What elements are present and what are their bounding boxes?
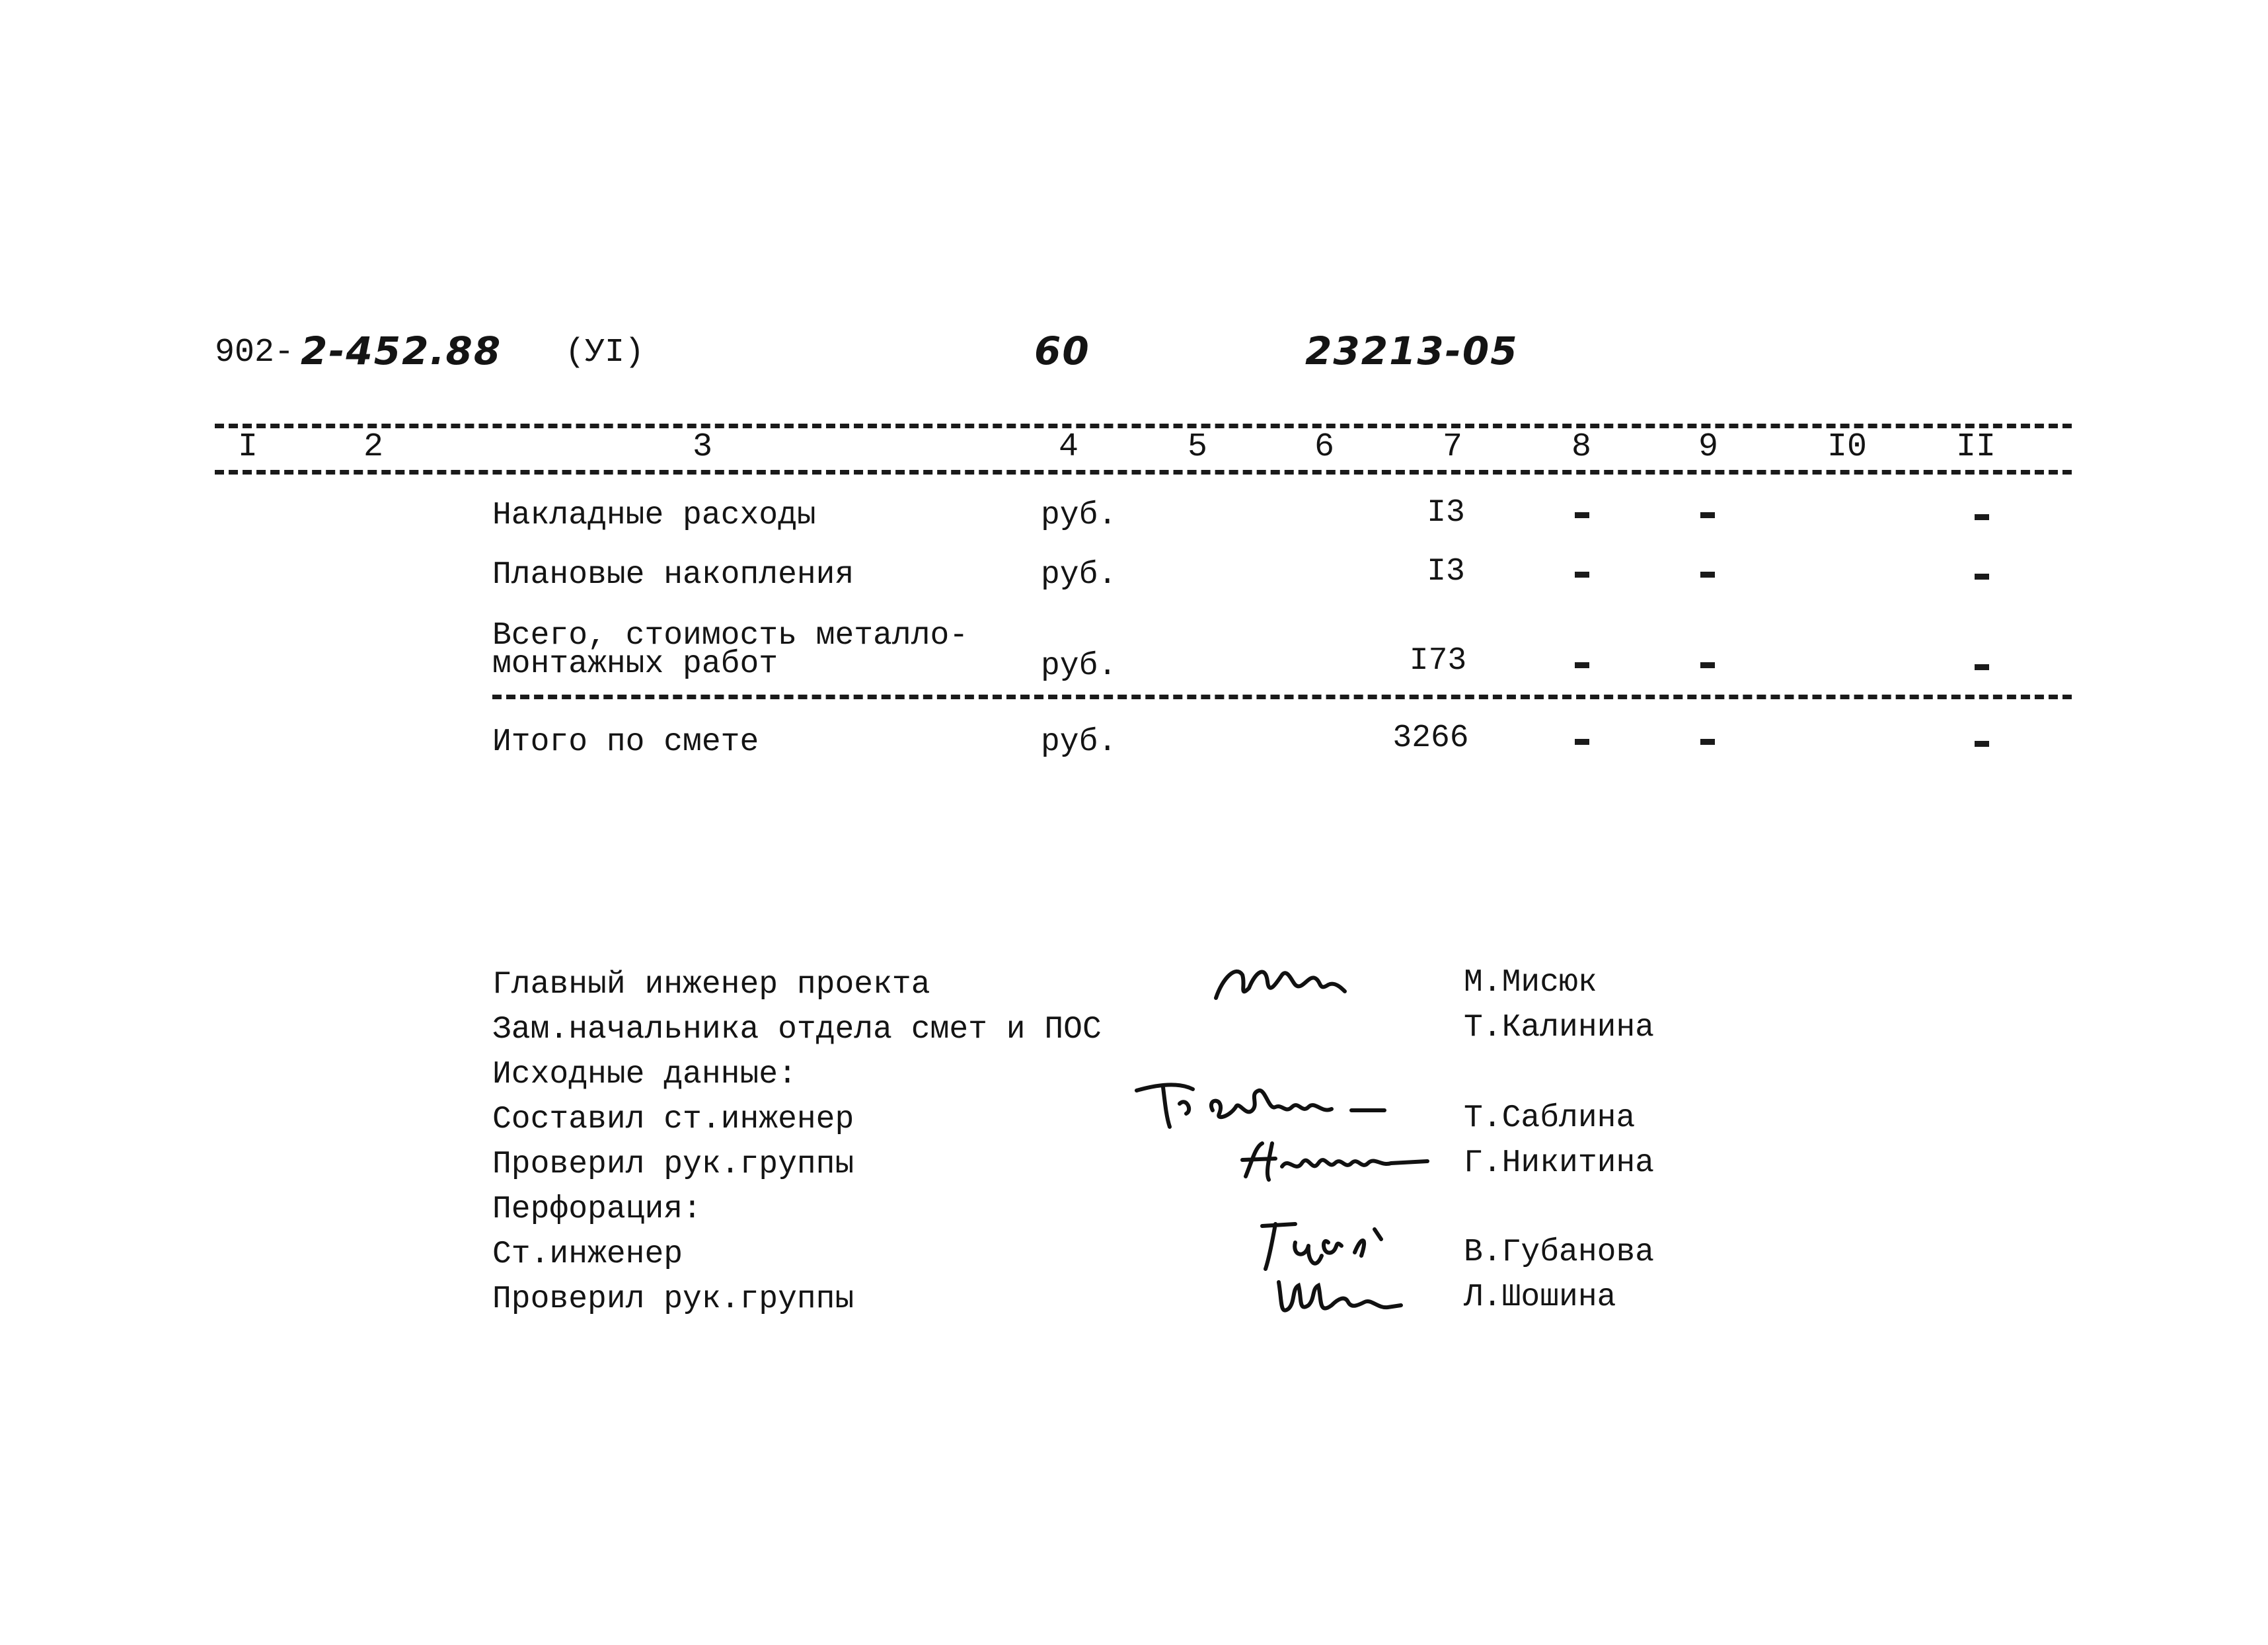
row-value-col7: I3: [1427, 495, 1465, 531]
name-misyuk: М.Мисюк: [1464, 965, 1597, 1001]
role-compiled-by: Составил ст.инженер: [492, 1102, 854, 1137]
row-unit: руб.: [1041, 648, 1117, 684]
column-number-8: 8: [1571, 428, 1592, 466]
row-value-col7: I73: [1409, 643, 1467, 679]
section-number: (УI): [565, 334, 645, 371]
role-deputy-head: Зам.начальника отдела смет и ПОС: [492, 1012, 1102, 1048]
role-checked-by: Проверил рук.группы: [492, 1147, 854, 1182]
role-checked-by-2: Проверил рук.группы: [492, 1282, 854, 1317]
column-number-7: 7: [1442, 428, 1463, 466]
signature-misyuk: [1209, 952, 1355, 1014]
row-dash-col9: [1700, 572, 1715, 578]
signature-shoshina: [1272, 1269, 1404, 1325]
table-top-rule: [215, 424, 2072, 428]
column-number-10: I0: [1827, 428, 1868, 466]
total-unit: руб.: [1041, 724, 1117, 760]
document-code-prefix: 902-: [215, 334, 295, 371]
row-dash-col9: [1700, 662, 1715, 668]
row-dash-col11: [1975, 664, 1989, 670]
column-number-5: 5: [1187, 428, 1208, 466]
role-chief-engineer: Главный инженер проекта: [492, 967, 930, 1003]
row-name: Накладные расходы: [492, 498, 816, 533]
total-dash-col11: [1975, 741, 1989, 747]
row-name: Плановые накопления: [492, 557, 854, 593]
table-header-rule: [215, 470, 2072, 475]
name-kalinina: Т.Калинина: [1464, 1010, 1655, 1046]
row-unit: руб.: [1041, 557, 1117, 593]
name-shoshina: Л.Шошина: [1464, 1280, 1616, 1315]
total-value-col7: 3266: [1392, 720, 1469, 756]
row-dash-col9: [1700, 512, 1715, 518]
document-code-handwritten: 2-452.88: [301, 328, 502, 373]
column-number-1: I: [237, 428, 258, 466]
column-number-4: 4: [1058, 428, 1079, 466]
column-number-2: 2: [363, 428, 384, 466]
column-number-9: 9: [1698, 428, 1719, 466]
total-label: Итого по смете: [492, 724, 759, 760]
column-number-6: 6: [1314, 428, 1335, 466]
row-dash-col11: [1975, 574, 1989, 580]
row-name-line-1: Всего, стоимость металло-: [492, 618, 969, 654]
column-number-11: II: [1955, 428, 1996, 466]
total-dash-col9: [1700, 739, 1715, 745]
row-unit: руб.: [1041, 498, 1117, 533]
signature-nikitina: [1236, 1133, 1434, 1190]
role-source-data: Исходные данные:: [492, 1057, 797, 1092]
signature-sablina: [1133, 1077, 1411, 1140]
name-nikitina: Г.Никитина: [1464, 1145, 1655, 1181]
row-dash-col8: [1575, 512, 1589, 518]
inventory-number: 23213-05: [1305, 328, 1519, 373]
name-sablina: Т.Саблина: [1464, 1100, 1636, 1136]
role-perforation: Перфорация:: [492, 1192, 702, 1227]
name-gubanova: В.Губанова: [1464, 1235, 1655, 1270]
page-number: 60: [1034, 328, 1090, 373]
row-value-col7: I3: [1427, 554, 1465, 590]
row-name-line-2: монтажных работ: [492, 646, 778, 682]
subtotal-rule: [492, 695, 2072, 699]
row-dash-col8: [1575, 572, 1589, 578]
role-senior-engineer: Ст.инженер: [492, 1237, 683, 1272]
column-number-3: 3: [692, 428, 713, 466]
total-dash-col8: [1575, 739, 1589, 745]
row-dash-col11: [1975, 514, 1989, 520]
row-dash-col8: [1575, 662, 1589, 668]
